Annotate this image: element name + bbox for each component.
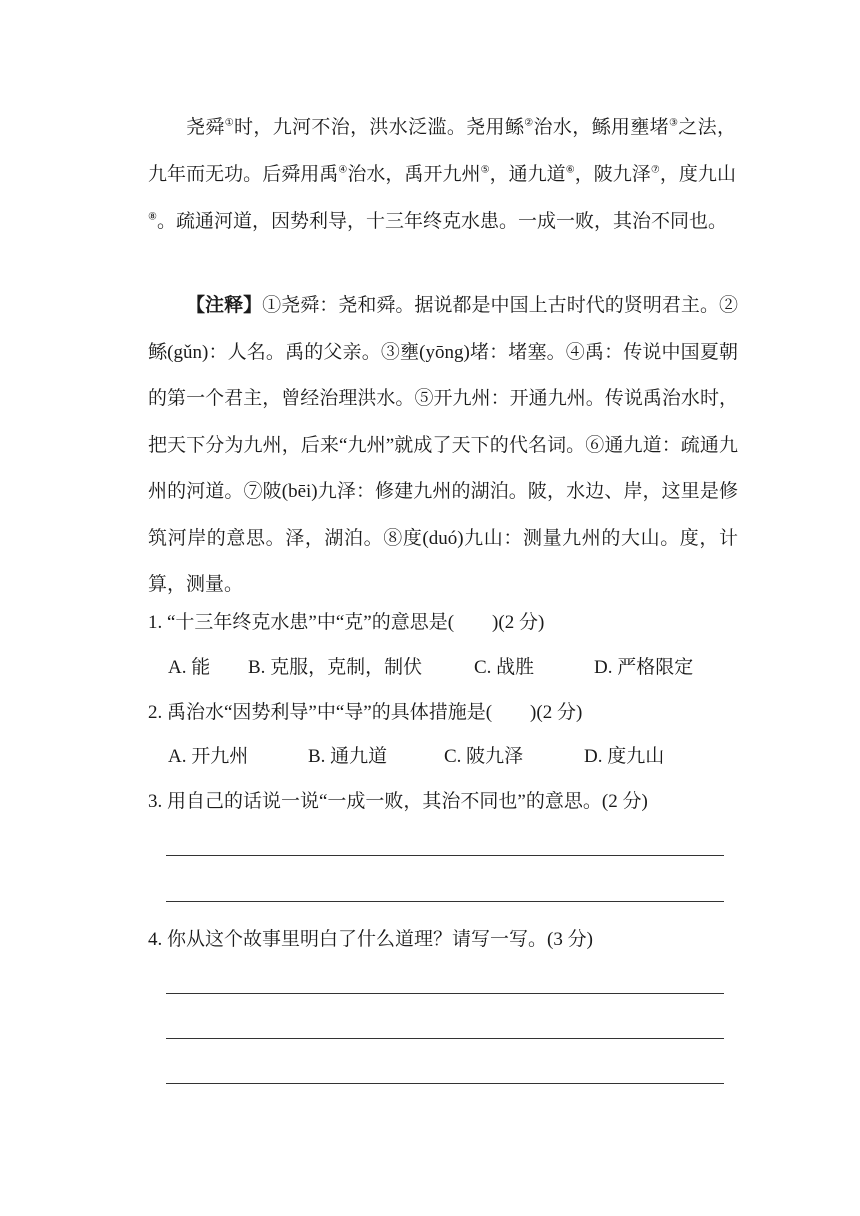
passage-text: ，通九道 — [489, 163, 566, 185]
question-3: 3. 用自己的话说一说“一成一败，其治不同也”的意思。(2 分) — [148, 791, 648, 812]
annotation-paragraph — [148, 283, 738, 609]
q1-option-b: B. 克服，克制，制伏 — [248, 657, 423, 678]
footnote-marker: ⑧ — [148, 211, 157, 223]
answer-line[interactable] — [166, 993, 724, 994]
footnote-marker: ⑤ — [480, 164, 490, 176]
passage-text: 治水，禹开九州 — [347, 163, 481, 185]
passage-text: 之法，九年而无功。后舜用禹 — [148, 116, 736, 185]
q2-option-a: A. 开九州 — [168, 746, 249, 767]
question-4: 4. 你从这个故事里明白了什么道理？请写一写。(3 分) — [148, 929, 593, 950]
passage-text: 。疏通河道，因势利导，十三年终克水患。一成一败，其治不同也。 — [156, 210, 727, 232]
q2-option-b: B. 通九道 — [308, 746, 388, 767]
question-1: 1. “十三年终克水患”中“克”的意思是( )(2 分) — [148, 612, 545, 633]
footnote-marker: ① — [224, 117, 235, 129]
passage-text: 治水，鲧用壅堵 — [533, 116, 669, 138]
q1-option-c: C. 战胜 — [474, 657, 535, 678]
answer-line[interactable] — [166, 855, 724, 856]
answer-line[interactable] — [166, 901, 724, 902]
annotation-text: ①尧舜：尧和舜。据说都是中国上古时代的贤明君主。②鲧(gǔn)：人名。禹的父亲。③壅(yōng)堵：堵塞。④禹：传说中国夏朝的第一个君主，曾经治理洪水。⑤开九州：开通九州。传说禹治水时，把天下分为九州，后来“九州”就成了天下的代名词。⑥通九道：疏通九州的河道。⑦陂(bēi)九泽：修建九州的湖泊。陂，水边、岸，这里是修筑河岸的意思。泽，湖泊。⑧度(duó)九山：测量九州的大山。度，计算，测量。 — [148, 295, 738, 595]
annotation-label: 【注释】 — [186, 295, 263, 316]
q2-option-d: D. 度九山 — [584, 746, 665, 767]
footnote-marker: ④ — [338, 164, 348, 176]
answer-line[interactable] — [166, 1083, 724, 1084]
footnote-marker: ⑦ — [650, 164, 660, 176]
classical-passage — [148, 104, 736, 245]
passage-text: ，陂九泽 — [574, 163, 651, 185]
footnote-marker: ③ — [668, 117, 679, 129]
question-2: 2. 禹治水“因势利导”中“导”的具体措施是( )(2 分) — [148, 702, 583, 723]
q2-option-c: C. 陂九泽 — [444, 746, 524, 767]
q1-option-d: D. 严格限定 — [594, 657, 694, 678]
passage-text: 时，九河不治，洪水泛滥。尧用鲧 — [234, 116, 525, 138]
footnote-marker: ② — [524, 117, 534, 129]
passage-text: 尧舜 — [186, 116, 225, 138]
answer-line[interactable] — [166, 1038, 724, 1039]
footnote-marker: ⑥ — [565, 164, 575, 176]
passage-text: ，度九山 — [659, 163, 736, 185]
q1-option-a: A. 能 — [168, 657, 211, 678]
